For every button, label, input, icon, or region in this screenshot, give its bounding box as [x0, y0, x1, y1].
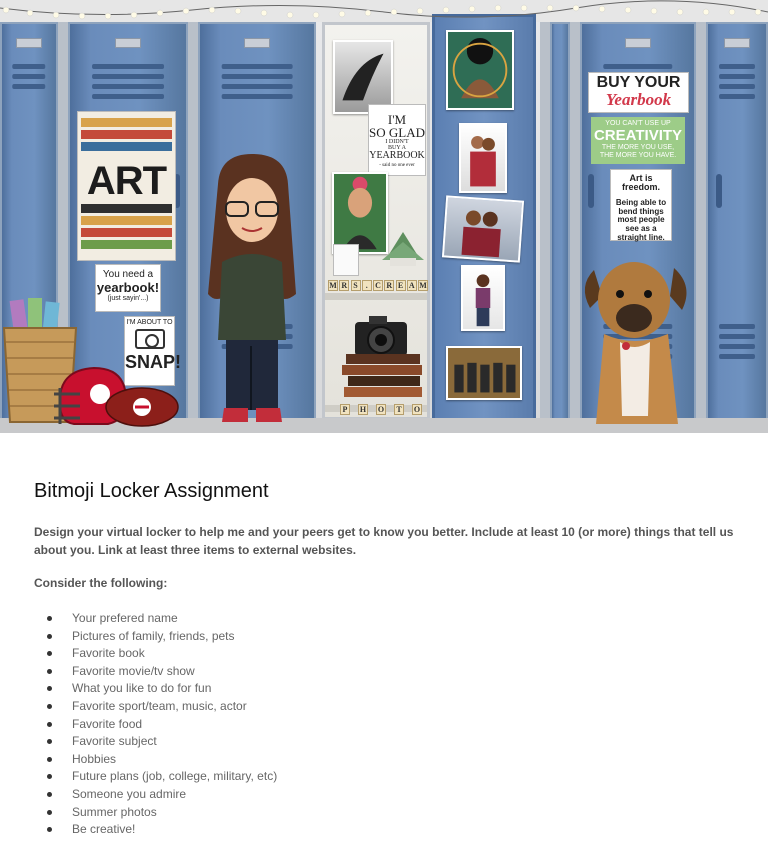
bitmoji-avatar: [204, 154, 300, 430]
photo-tiles: P H O T O: [340, 404, 422, 415]
art-headline: ART: [86, 159, 167, 203]
bullet-icon: [47, 651, 52, 656]
bullet-icon: [47, 669, 52, 674]
yearbook-note[interactable]: You need a yearbook! (just sayin'...): [95, 264, 161, 312]
art-quotes-poster[interactable]: [77, 111, 176, 261]
book-stack: [342, 352, 424, 404]
creativity-quote-sign[interactable]: YOU CAN'T USE UP CREATIVITY THE MORE YOU USE, THE MORE YOU HAVE.: [591, 117, 685, 164]
bullet-icon: [47, 704, 52, 709]
list-item: Favorite subject: [46, 734, 277, 752]
list-item: Your prefered name: [46, 611, 277, 629]
list-item: Be creative!: [46, 822, 277, 840]
art-freedom-sign[interactable]: Art is freedom. Being able to bend things most people see as a straight line.: [610, 169, 672, 241]
bullet-icon: [47, 757, 52, 762]
snap-note[interactable]: I'M ABOUT TO SNAP!: [124, 316, 175, 386]
dancer-photo[interactable]: [333, 40, 393, 114]
meditation-art[interactable]: [446, 30, 514, 110]
list-item: Favorite movie/tv show: [46, 664, 277, 682]
consider-heading: Consider the following:: [34, 576, 168, 590]
bullet-icon: [47, 774, 52, 779]
buy-yearbook-sign[interactable]: BUY YOUR Yearbook: [588, 72, 689, 113]
bullet-icon: [47, 686, 52, 691]
bullet-icon: [47, 634, 52, 639]
consider-list: [46, 611, 277, 840]
couple-photo-2[interactable]: [442, 195, 524, 262]
list-item: Summer photos: [46, 805, 277, 823]
girl-photo[interactable]: [461, 265, 505, 331]
list-item: Someone you admire: [46, 787, 277, 805]
list-item: Favorite book: [46, 646, 277, 664]
bullet-icon: [47, 722, 52, 727]
locker-4-edge: [550, 22, 570, 420]
couple-photo-1[interactable]: [459, 123, 507, 193]
camera-icon: [135, 329, 165, 349]
group-photo[interactable]: [446, 346, 522, 400]
list-item: What you like to do for fun: [46, 681, 277, 699]
locker-6: [706, 22, 768, 420]
list-item: Pictures of family, friends, pets: [46, 629, 277, 647]
bullet-icon: [47, 792, 52, 797]
string-lights: [0, 0, 768, 26]
bullet-icon: [47, 810, 52, 815]
dog-photo[interactable]: [574, 256, 700, 432]
list-item: Hobbies: [46, 752, 277, 770]
chiefs-football: [104, 386, 180, 428]
bullet-icon: [47, 827, 52, 832]
list-item: Favorite food: [46, 717, 277, 735]
assignment-intro: Design your virtual locker to help me and your peers get to know you better. Include at least 10 (or more) things that tell us about you. Link at least three items to external websites.: [34, 525, 734, 557]
yearbook-quote-note[interactable]: I'M SO GLAD I DIDN'T BUY A YEARBOOK - said no one ever: [368, 104, 426, 176]
bullet-icon: [47, 739, 52, 744]
mrs-cream-tiles: M R S . C R E A M: [329, 281, 427, 290]
list-item: Future plans (job, college, military, etc): [46, 769, 277, 787]
small-sign[interactable]: [333, 244, 359, 276]
page-title: Bitmoji Locker Assignment: [34, 480, 269, 502]
list-item: Favorite sport/team, music, actor: [46, 699, 277, 717]
succulent-plant: [380, 226, 426, 266]
bullet-icon: [47, 616, 52, 621]
